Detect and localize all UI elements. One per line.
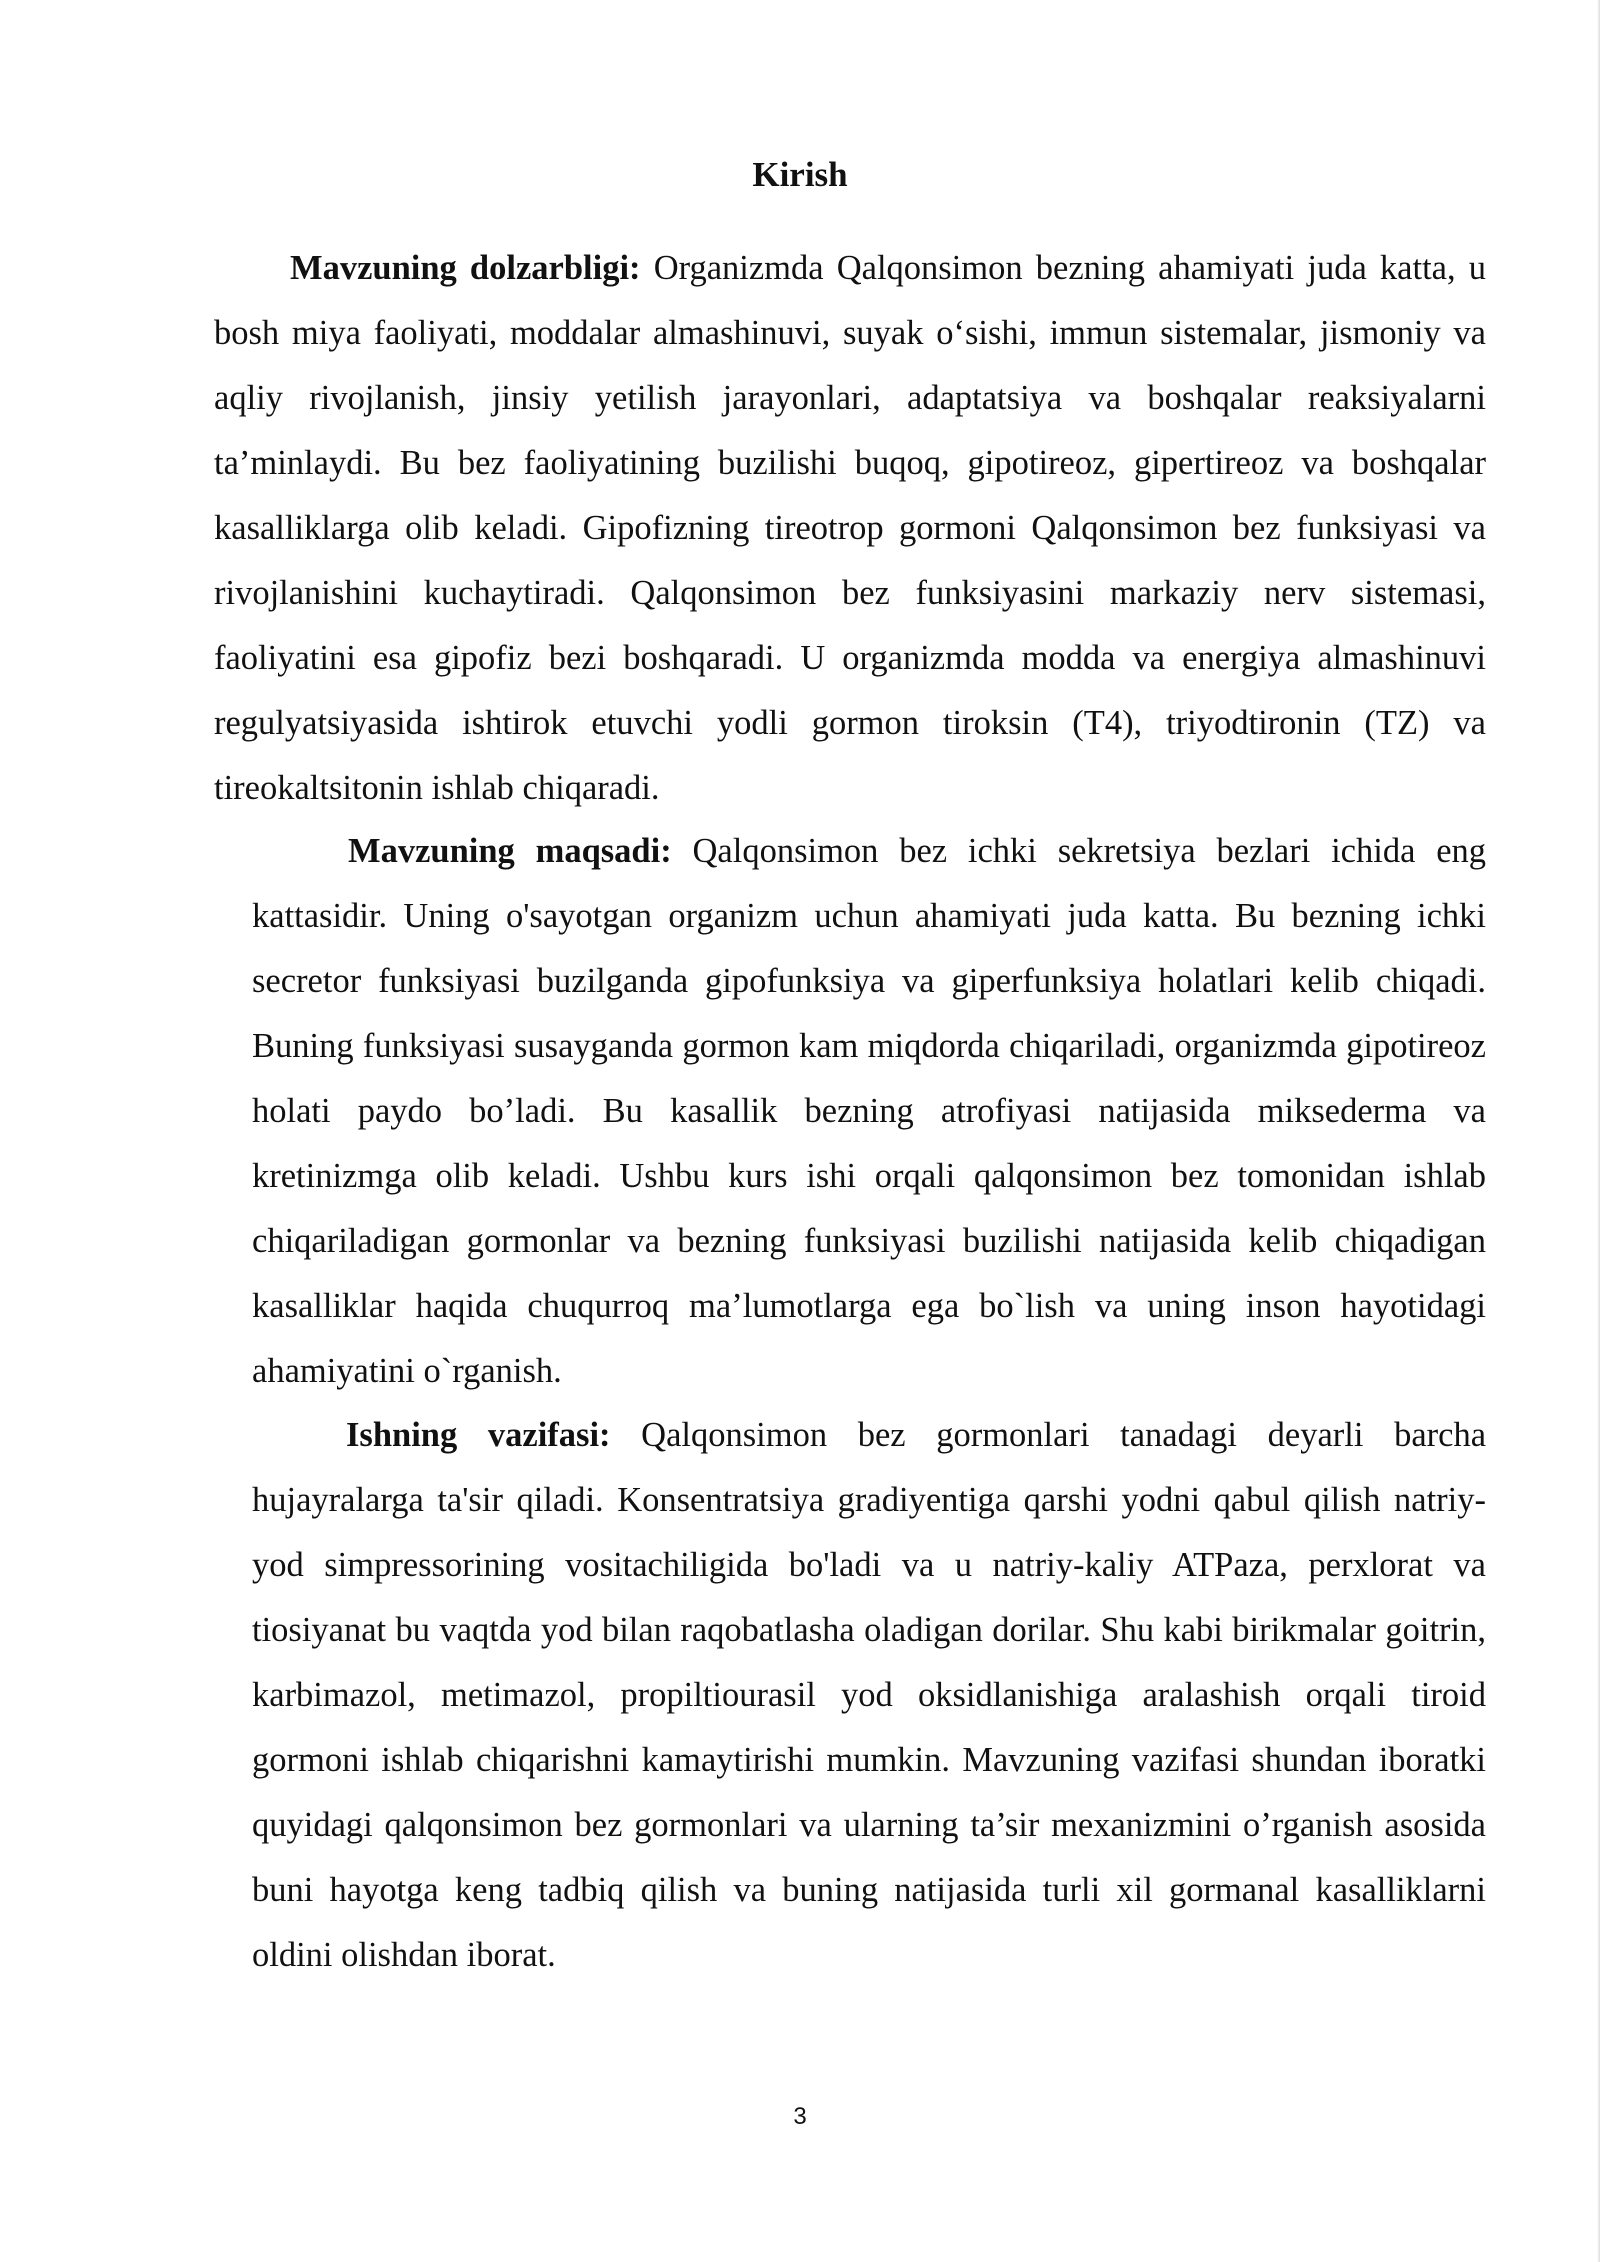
paragraph-relevance (214, 236, 1486, 821)
paragraph-task (252, 1403, 1486, 1988)
page-number: 3 (793, 2103, 807, 2130)
paragraph-relevance-text: Organizmda Qalqonsimon bezning ahamiyati juda katta, u bosh miya faoliyati, moddalar almashinuvi, suyak o‘sishi, immun sistemalar, jismoniy va aqliy rivojlanish, jinsiy yetilish jarayonlari, adaptatsiya va boshqalar reaksiyalarni ta’minlaydi. Bu bez faoliyatining buzilishi buqoq, gipotireoz, gipertireoz va boshqalar kasalliklarga olib keladi. Gipofizning tireotrop gormoni Qalqonsimon bez funksiyasi va rivojlanishini kuchaytiradi. Qalqonsimon bez funksiyasini markaziy nerv sistemasi, faoliyatini esa gipofiz bezi boshqaradi. U organizmda modda va energiya almashinuvi regulyatsiyasida ishtirok etuvchi yodli gormon tiroksin (T4), triyodtironin (TZ) va tireokaltsitonin ishlab chiqaradi. (214, 249, 1487, 807)
paragraph-goal-text: Qalqonsimon bez ichki sekretsiya bezlari ichida eng kattasidir. Uning o'sayotgan organizm uchun ahamiyati juda katta. Bu bezning ichki secretor funksiyasi buzilganda gipofunksiya va giperfunksiya holatlari kelib chiqadi. Buning funksiyasi susayganda gormon kam miqdorda chiqariladi, organizmda gipotireoz holati paydo bo’ladi. Bu kasallik bezning atrofiyasi natijasida miksederma va kretinizmga olib keladi. Ushbu kurs ishi orqali qalqonsimon bez tomonidan ishlab chiqariladigan gormonlar va bezning funksiyasi buzilishi natijasida kelib chiqadigan kasalliklar haqida chuqurroq ma’lumotlarga ega bo`lish va uning inson hayotidagi ahamiyatini o`rganish. (252, 832, 1487, 1390)
paragraph-goal-lead: Mavzuning maqsadi: (348, 832, 672, 870)
section-heading: Kirish (752, 155, 848, 194)
paragraph-goal (252, 819, 1486, 1404)
paragraph-task-text: Qalqonsimon bez gormonlari tanadagi deyarli barcha hujayralarga ta'sir qiladi. Konsentratsiya gradiyentiga qarshi yodni qabul qilish natriy-yod simpressorining vositachiligida bo'ladi va u natriy-kaliy ATPaza, perxlorat va tiosiyanat bu vaqtda yod bilan raqobatlasha oladigan dorilar. Shu kabi birikmalar goitrin, karbimazol, metimazol, propiltiourasil yod oksidlanishiga aralashish orqali tiroid gormoni ishlab chiqarishni kamaytirishi mumkin. Mavzuning vazifasi shundan iboratki quyidagi qalqonsimon bez gormonlari va ularning ta’sir mexanizmini o’rganish asosida buni hayotga keng tadbiq qilish va buning natijasida turli xil gormanal kasalliklarni oldini olishdan iborat. (252, 1416, 1487, 1974)
paragraph-relevance-lead: Mavzuning dolzarbligi: (290, 249, 641, 287)
paragraph-task-lead: Ishning vazifasi: (346, 1416, 611, 1454)
